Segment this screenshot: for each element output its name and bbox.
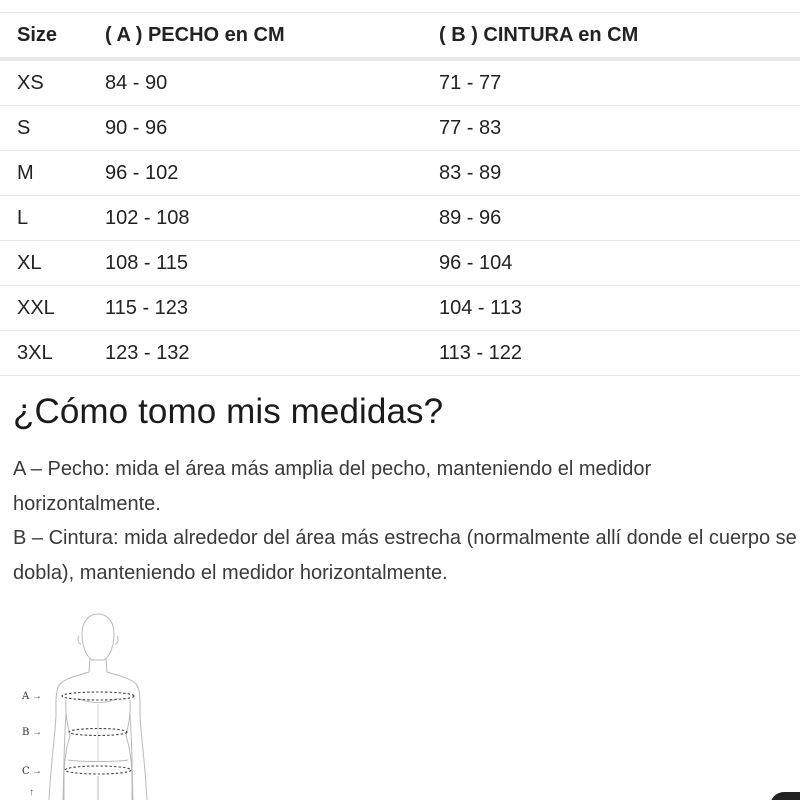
label-b: B (22, 727, 30, 738)
section-title: ¿Cómo tomo mis medidas? (13, 392, 444, 431)
label-c: C (22, 766, 30, 777)
cell-waist: 77 - 83 (439, 106, 800, 151)
cell-waist: 113 - 122 (439, 331, 800, 376)
cell-chest: 102 - 108 (105, 196, 439, 241)
instruction-waist: B – Cintura: mida alrededor del área más estrecha (normalmente allí donde el cuerpo se dobla), manteniendo el medidor horizontalmente. (13, 527, 797, 584)
cell-size: 3XL (0, 331, 105, 376)
body-outline-drawing (18, 612, 188, 800)
cell-chest: 84 - 90 (105, 59, 439, 106)
chat-widget-button[interactable] (770, 792, 800, 800)
cell-waist: 83 - 89 (439, 151, 800, 196)
header-waist: ( B ) CINTURA en CM (439, 13, 800, 60)
arrow-a-icon: → (32, 691, 42, 702)
header-size: Size (0, 13, 105, 60)
instruction-chest: A – Pecho: mida el área más amplia del pecho, manteniendo el medidor horizontalmente. (13, 458, 652, 515)
cell-size: XXL (0, 286, 105, 331)
size-chart-table (0, 12, 800, 376)
cell-chest: 115 - 123 (105, 286, 439, 331)
cell-size: M (0, 151, 105, 196)
cell-waist: 71 - 77 (439, 59, 800, 106)
table-row (0, 286, 800, 331)
header-chest: ( A ) PECHO en CM (105, 13, 439, 60)
arrow-c-icon: → (32, 766, 42, 777)
arrow-b-icon: → (32, 727, 42, 738)
cell-chest: 96 - 102 (105, 151, 439, 196)
cell-size: XL (0, 241, 105, 286)
cell-chest: 90 - 96 (105, 106, 439, 151)
table-row (0, 331, 800, 376)
table-row (0, 106, 800, 151)
cell-waist: 96 - 104 (439, 241, 800, 286)
cell-chest: 108 - 115 (105, 241, 439, 286)
cell-size: XS (0, 59, 105, 106)
table-row (0, 151, 800, 196)
table-row (0, 241, 800, 286)
table-header-row (0, 13, 800, 60)
cell-waist: 104 - 113 (439, 286, 800, 331)
cell-size: L (0, 196, 105, 241)
table-row (0, 59, 800, 106)
cell-chest: 123 - 132 (105, 331, 439, 376)
cell-waist: 89 - 96 (439, 196, 800, 241)
arrow-up-icon: ↑ (29, 787, 34, 798)
label-a: A (22, 691, 30, 702)
body-measurement-illustration (18, 612, 188, 800)
cell-size: S (0, 106, 105, 151)
measurement-instructions (13, 452, 798, 590)
table-row (0, 196, 800, 241)
